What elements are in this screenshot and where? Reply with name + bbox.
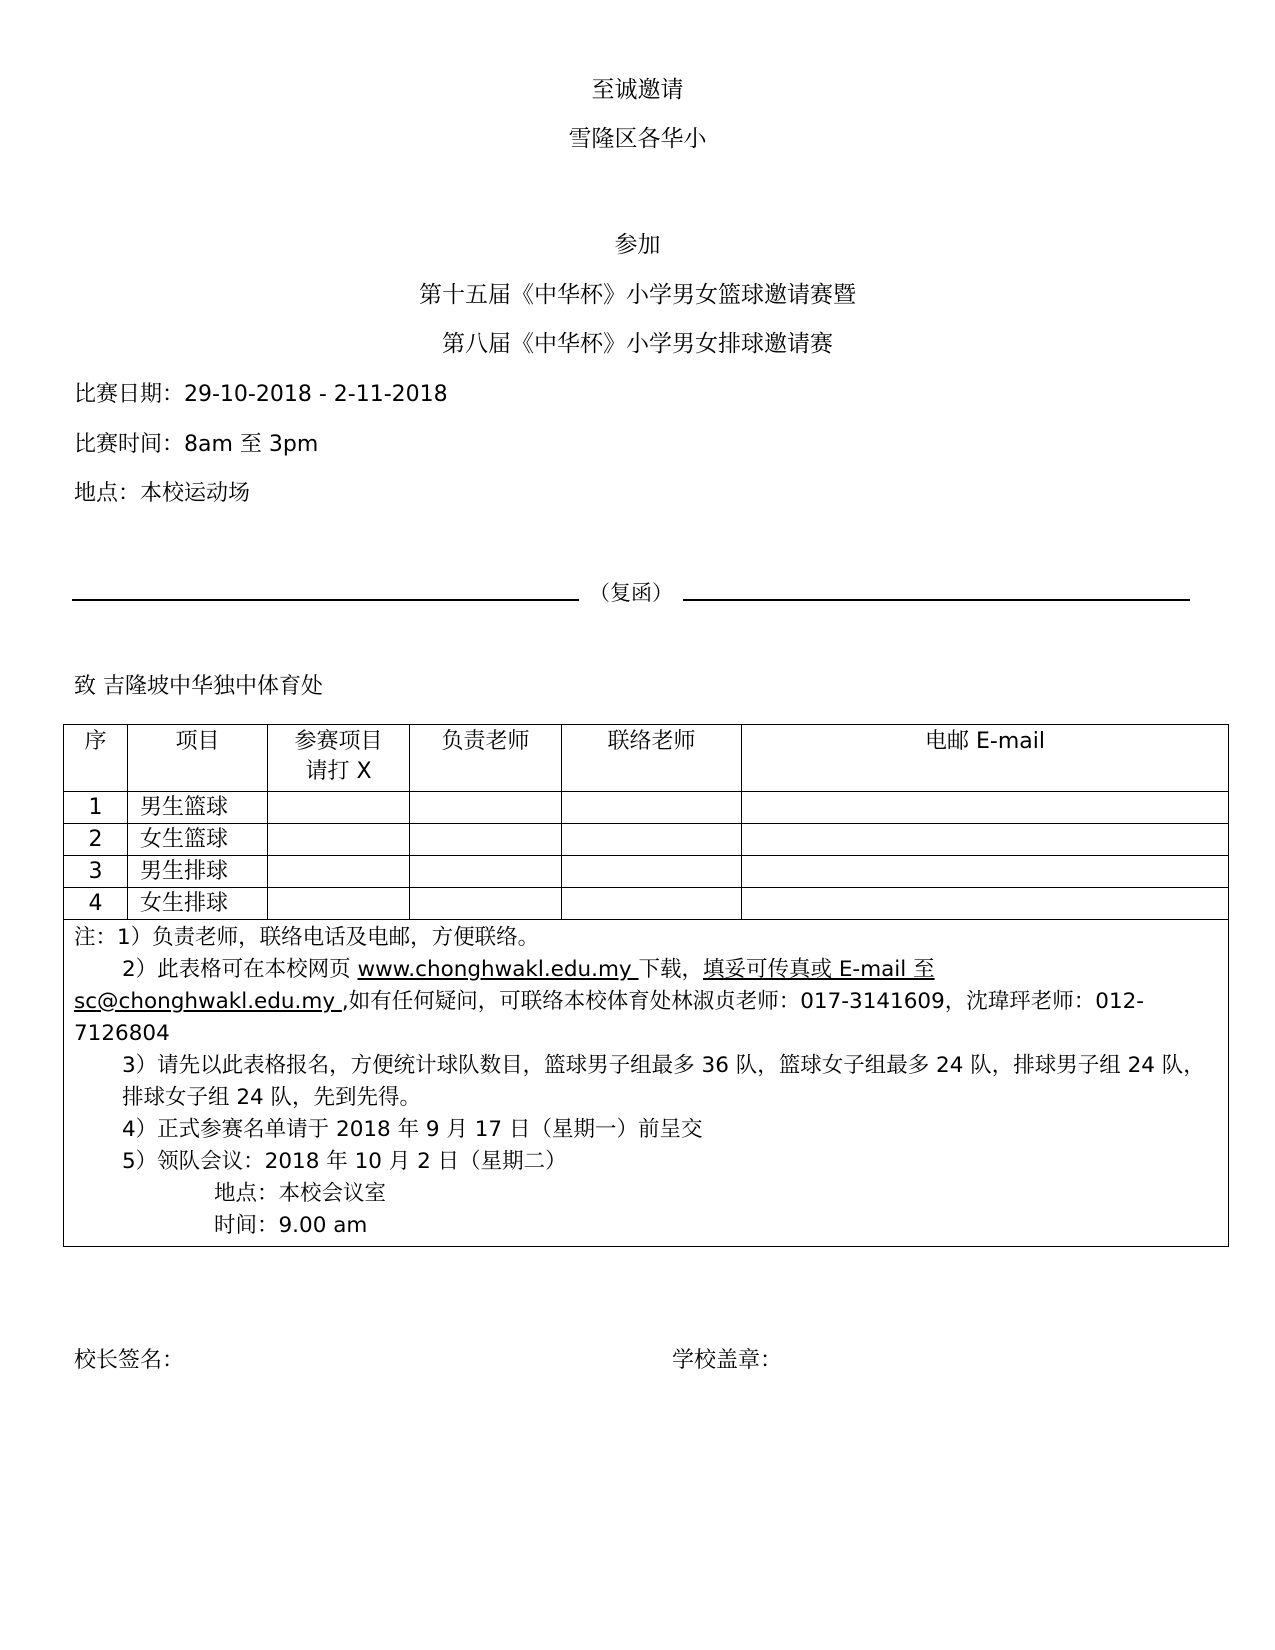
header-contact-teacher: 联络老师 <box>562 725 742 792</box>
match-date: 比赛日期：29-10-2018 - 2-11-2018 <box>74 382 448 407</box>
row-item: 女生排球 <box>128 888 268 920</box>
email-cell[interactable] <box>742 824 1229 856</box>
participate-cell[interactable] <box>268 824 410 856</box>
note-5: 5）领队会议：2018 年 10 月 2 日（星期二） <box>122 1149 567 1174</box>
participate-cell[interactable] <box>268 792 410 824</box>
principal-signature-label: 校长签名： <box>74 1348 185 1373</box>
reply-divider <box>72 578 1190 608</box>
contact-teacher-cell[interactable] <box>562 856 742 888</box>
recipient-line: 致 吉隆坡中华独中体育处 <box>74 674 323 699</box>
row-number: 2 <box>64 824 128 856</box>
table-header-row <box>64 725 1229 792</box>
teacher-in-charge-cell[interactable] <box>410 888 562 920</box>
teacher-in-charge-cell[interactable] <box>410 856 562 888</box>
note-1: 注：1）负责老师，联络电话及电邮，方便联络。 <box>74 925 540 950</box>
row-item: 女生篮球 <box>128 824 268 856</box>
email-cell[interactable] <box>742 888 1229 920</box>
participate-line: 参加 <box>614 232 661 258</box>
row-number: 1 <box>64 792 128 824</box>
invitation-heading: 至诚邀请 <box>591 77 684 103</box>
note-2-text-b: 下载， <box>638 957 704 982</box>
note-2-text-c: 填妥可传真或 E-mail 至 <box>703 957 935 982</box>
contact-teacher-cell[interactable] <box>562 888 742 920</box>
row-item: 男生篮球 <box>128 792 268 824</box>
participate-cell[interactable] <box>268 856 410 888</box>
contact-teacher-cell[interactable] <box>562 792 742 824</box>
table-row <box>64 856 1229 888</box>
registration-table <box>63 724 1229 1247</box>
contact-teacher-cell[interactable] <box>562 824 742 856</box>
match-time: 比赛时间：8am 至 3pm <box>74 432 319 457</box>
header-item: 项目 <box>128 725 268 792</box>
table-row <box>64 792 1229 824</box>
row-number: 4 <box>64 888 128 920</box>
note-5-time: 时间：9.00 am <box>214 1213 368 1238</box>
teacher-in-charge-cell[interactable] <box>410 824 562 856</box>
notes-cell <box>64 920 1229 1247</box>
header-seq: 序 <box>64 725 128 792</box>
note-2 <box>74 954 1218 986</box>
match-venue: 地点：本校运动场 <box>74 481 251 506</box>
notes-row <box>64 920 1229 1247</box>
note-4: 4）正式参赛名单请于 2018 年 9 月 17 日（星期一）前呈交 <box>122 1117 703 1142</box>
invitee-line: 雪隆区各华小 <box>568 126 707 152</box>
note-2-text-d: ,如有任何疑问，可联络本校体育处林淑贞老师：017-3141609，沈瑋玶老师：012-7126804 <box>74 989 1145 1046</box>
note-2-text-a: 2）此表格可在本校网页 <box>122 957 358 982</box>
email-link[interactable]: sc@chonghwakl.edu.my <box>74 989 342 1014</box>
teacher-in-charge-cell[interactable] <box>410 792 562 824</box>
email-cell[interactable] <box>742 792 1229 824</box>
note-2-cont <box>74 986 1218 1050</box>
row-item: 男生排球 <box>128 856 268 888</box>
table-row <box>64 888 1229 920</box>
school-stamp-label: 学校盖章： <box>672 1348 783 1373</box>
divider-line-left <box>72 599 579 601</box>
header-participate: 参赛项目 请打 X <box>268 725 410 792</box>
table-row <box>64 824 1229 856</box>
divider-line-right <box>683 599 1190 601</box>
row-number: 3 <box>64 856 128 888</box>
header-email: 电邮 E-mail <box>742 725 1229 792</box>
event-title-basketball: 第十五届《中华杯》小学男女篮球邀请赛暨 <box>419 282 856 308</box>
participate-cell[interactable] <box>268 888 410 920</box>
note-3: 3）请先以此表格报名，方便统计球队数目，篮球男子组最多 36 队，篮球女子组最多 24 队，排球男子组 24 队，排球女子组 24 队，先到先得。 <box>122 1053 1205 1110</box>
website-link[interactable]: www.chonghwakl.edu.my <box>357 957 639 982</box>
event-title-volleyball: 第八届《中华杯》小学男女排球邀请赛 <box>442 331 833 357</box>
reply-label: （复函） <box>589 581 673 605</box>
note-5-venue: 地点：本校会议室 <box>214 1181 387 1206</box>
header-teacher-in-charge: 负责老师 <box>410 725 562 792</box>
email-cell[interactable] <box>742 856 1229 888</box>
